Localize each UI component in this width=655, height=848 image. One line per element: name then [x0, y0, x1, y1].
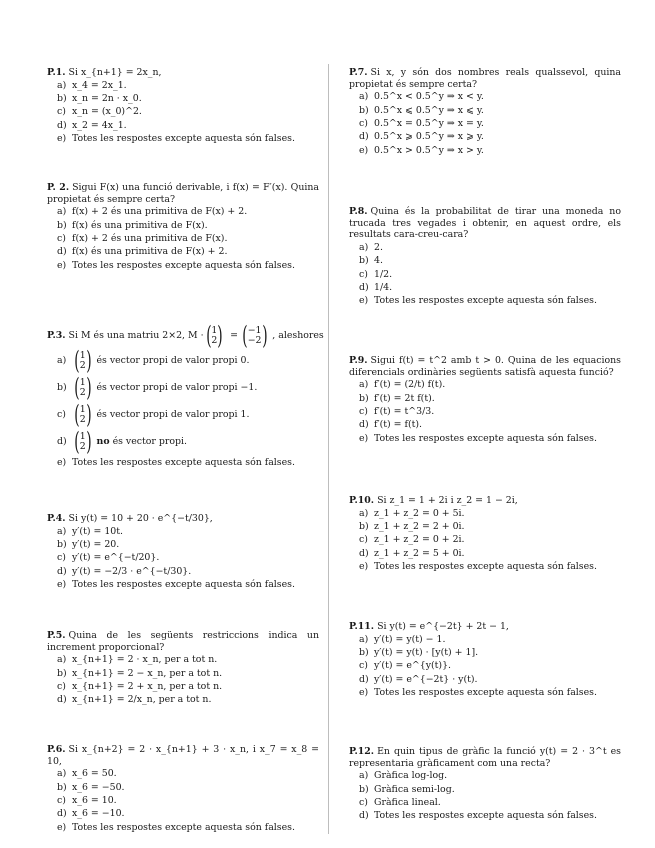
option-label: d): [359, 547, 369, 559]
question-text: [47, 744, 319, 767]
option-list: [349, 508, 621, 573]
vector-entry: 2: [79, 387, 86, 398]
option-label: c): [57, 552, 66, 564]
option-text: y′(t) = e^{−t/20}.: [72, 552, 160, 564]
option-label: c): [57, 232, 66, 244]
option-label: c): [57, 794, 66, 806]
problem-7: [349, 67, 621, 158]
option-text: f(x) + 2 és una primitiva de F(x).: [72, 232, 228, 244]
option-vector: [72, 373, 94, 402]
option-label: a): [57, 206, 67, 218]
option-label: b): [359, 255, 369, 267]
option-label: b): [359, 104, 369, 116]
option-text: y′(t) = −2/3 · e^{−t/30}.: [72, 565, 192, 577]
option-c: [359, 406, 621, 418]
vector-entries: [248, 326, 262, 347]
option-text: x_6 = −50.: [72, 781, 125, 793]
option-text: 1/2.: [374, 268, 393, 280]
vector-entries: [80, 432, 86, 453]
problem-8: [349, 206, 621, 309]
option-a: [359, 242, 621, 254]
problem-10: [349, 495, 621, 575]
option-a: [359, 91, 621, 103]
option-d: [57, 694, 319, 706]
option-c: [57, 106, 319, 118]
option-text: x_{n+1} = 2 · x_n, per a tot n.: [72, 654, 218, 666]
option-e: [57, 822, 319, 834]
right-paren: ): [217, 321, 223, 350]
option-c: [359, 660, 621, 672]
option-list: [47, 346, 319, 469]
option-e: [359, 433, 621, 445]
option-a: [359, 508, 621, 520]
option-text: x_n = (x_0)^2.: [72, 106, 142, 118]
question-text: [349, 206, 621, 241]
option-list: [47, 654, 319, 706]
option-e: [359, 561, 621, 573]
problem-number: P.3.: [47, 330, 66, 342]
option-d: [57, 120, 319, 132]
option-text: f′(t) = 2t f(t).: [374, 392, 435, 404]
option-vector: [72, 400, 94, 429]
option-label: d): [359, 131, 369, 143]
option-label: c): [359, 660, 368, 672]
option-label: d): [359, 419, 369, 431]
option-label: c): [359, 534, 368, 546]
question-body: Si y(t) = e^{−2t} + 2t − 1,: [377, 621, 509, 632]
option-d: [359, 674, 621, 686]
option-text: Totes les respostes excepte aquesta són falses.: [374, 295, 597, 307]
option-label: e): [57, 821, 67, 833]
vector-entry: −2: [247, 335, 262, 346]
problem-number: P.7.: [349, 67, 368, 78]
question-equals: =: [230, 330, 238, 342]
option-text: z_1 + z_2 = 5 + 0i.: [374, 547, 465, 559]
problem-number: P.9.: [349, 355, 368, 366]
option-label: a): [57, 654, 67, 666]
question-text: [349, 495, 621, 507]
option-label: d): [57, 119, 67, 131]
option-a: [57, 346, 319, 375]
option-text: 0.5^x = 0.5^y ⇒ x = y.: [374, 117, 484, 129]
option-b: [57, 782, 319, 794]
problem-number: P.6.: [47, 744, 66, 755]
option-label: c): [359, 117, 368, 129]
question-text: [47, 67, 319, 79]
option-label: a): [359, 770, 369, 782]
option-a: [57, 526, 319, 538]
option-label: d): [359, 673, 369, 685]
option-b: [359, 521, 621, 533]
left-paren: (: [74, 346, 80, 375]
option-a: [57, 206, 319, 218]
vector-entry: 2: [211, 335, 218, 346]
question-body: Sigui F(x) una funció derivable, i f(x) = F′(x). Quina propietat és sempre certa?: [47, 182, 319, 205]
problem-number: P.5.: [47, 630, 66, 641]
option-text: Gràfica lineal.: [374, 796, 441, 808]
right-paren: ): [261, 321, 268, 350]
question-text: [349, 621, 621, 633]
option-label: e): [57, 579, 67, 591]
option-vector: [72, 427, 94, 456]
right-paren: ): [85, 373, 92, 402]
option-label: d): [57, 436, 67, 448]
option-label: a): [359, 633, 369, 645]
option-text: Totes les respostes excepte aquesta són falses.: [72, 579, 295, 591]
option-e: [57, 260, 319, 272]
option-b: [57, 220, 319, 232]
option-label: b): [57, 219, 67, 231]
left-paren: (: [205, 321, 212, 350]
problem-number: P.11.: [349, 621, 375, 632]
question-body: Si x_{n+1} = 2x_n,: [68, 67, 162, 78]
vector-entry: 2: [79, 360, 86, 371]
option-c: [57, 795, 319, 807]
option-text: 0.5^x < 0.5^y ⇒ x < y.: [374, 91, 484, 103]
problem-1: [47, 67, 319, 147]
question-body: Si y(t) = 10 + 20 · e^{−t/30},: [68, 513, 213, 524]
option-text: z_1 + z_2 = 2 + 0i.: [374, 520, 465, 532]
option-label: b): [359, 520, 369, 532]
problem-11: [349, 621, 621, 701]
option-text: x_6 = −10.: [72, 808, 125, 820]
option-list: [47, 80, 319, 145]
option-list: [349, 379, 621, 444]
vector-entry: 2: [79, 441, 86, 452]
option-label: a): [359, 91, 369, 103]
option-text: Totes les respostes excepte aquesta són falses.: [374, 687, 597, 699]
option-text: és vector propi.: [112, 436, 187, 448]
option-label: e): [359, 295, 369, 307]
question-text: [349, 67, 621, 90]
option-text: x_2 = 4x_1.: [72, 119, 127, 131]
option-text: Totes les respostes excepte aquesta són falses.: [72, 259, 295, 271]
option-label: b): [359, 392, 369, 404]
question-vector-2: [240, 321, 269, 350]
option-text: Gràfica log-log.: [374, 770, 448, 782]
question-suffix: , aleshores: [272, 330, 324, 342]
option-label: a): [57, 768, 67, 780]
option-list: [349, 242, 621, 307]
left-paren: (: [242, 321, 248, 350]
option-d: [57, 246, 319, 258]
problem-number: P.4.: [47, 513, 66, 524]
option-label: b): [57, 92, 67, 104]
option-label: a): [359, 241, 369, 253]
option-text: f′(t) = f(t).: [374, 419, 423, 431]
option-b: [57, 539, 319, 551]
option-d: [57, 566, 319, 578]
option-a: [359, 379, 621, 391]
option-text: z_1 + z_2 = 0 + 5i.: [374, 507, 465, 519]
left-paren: (: [74, 400, 80, 429]
option-list: [349, 634, 621, 699]
problem-12: [349, 746, 621, 824]
option-e: [57, 579, 319, 591]
option-text: y′(t) = e^{y(t)}.: [374, 660, 452, 672]
option-b: [359, 784, 621, 796]
option-e: [359, 145, 621, 157]
vector-entries: [80, 351, 86, 372]
option-list: [47, 206, 319, 271]
option-b: [359, 105, 621, 117]
problem-3: [47, 321, 324, 470]
option-a: [57, 768, 319, 780]
problem-4: [47, 513, 319, 593]
option-c: [359, 269, 621, 281]
question-body: Si z_1 = 1 + 2i i z_2 = 1 − 2i,: [377, 495, 518, 506]
option-label: b): [359, 646, 369, 658]
option-label: b): [359, 783, 369, 795]
option-text: f(x) + 2 és una primitiva de F(x) + 2.: [72, 206, 248, 218]
option-c: [57, 552, 319, 564]
option-label: e): [57, 457, 67, 468]
option-vector: [72, 346, 94, 375]
right-paren: ): [85, 400, 92, 429]
option-label: d): [57, 694, 67, 706]
option-text: Totes les respostes excepte aquesta són falses.: [72, 821, 295, 833]
question-body: Quina de les següents restriccions indica un increment proporcional?: [47, 630, 319, 653]
option-label: a): [57, 355, 67, 367]
right-paren: ): [85, 346, 92, 375]
option-text: f(x) és una primitiva de F(x) + 2.: [72, 246, 228, 258]
vector-entry: 1: [79, 376, 86, 388]
option-label: c): [57, 409, 66, 421]
option-label: c): [57, 680, 66, 692]
vector-entries: [80, 405, 86, 426]
option-text: x_4 = 2x_1.: [72, 79, 127, 91]
option-text: és vector propi de valor propi −1.: [96, 382, 258, 394]
option-text: x_n = 2n · x_0.: [72, 92, 142, 104]
option-emphasis: no: [96, 436, 110, 448]
option-text: Totes les respostes excepte aquesta són falses.: [374, 432, 597, 444]
option-text: és vector propi de valor propi 1.: [96, 409, 250, 421]
question-body: Sigui f(t) = t^2 amb t > 0. Quina de les equacions diferencials ordinàries següents satisfà aquesta funció?: [349, 355, 621, 378]
question-body: Si x, y són dos nombres reals qualssevol, quina propietat és sempre certa?: [349, 67, 621, 90]
problem-number: P. 2.: [47, 182, 70, 193]
question-prefix: Si M és una matriu 2×2, M ·: [68, 330, 204, 342]
problem-6: [47, 744, 319, 835]
problem-number: P.8.: [349, 206, 368, 217]
question-text: [47, 182, 319, 205]
option-label: b): [57, 382, 67, 394]
question-body: Quina és la probabilitat de tirar una moneda no trucada tres vegades i obtenir, en aquest ordre, els resultats cara-creu-cara?: [349, 206, 621, 241]
option-list: [349, 91, 621, 156]
option-list: [349, 770, 621, 822]
vector-entry: −1: [247, 324, 262, 336]
option-a: [57, 654, 319, 666]
vector-entries: [80, 378, 86, 399]
option-label: d): [57, 246, 67, 258]
vector-entry: 1: [79, 349, 86, 361]
option-e: [57, 133, 319, 145]
option-text: y′(t) = y(t) · [y(t) + 1].: [374, 646, 479, 658]
option-d: [57, 808, 319, 820]
option-d: [359, 131, 621, 143]
option-label: c): [57, 106, 66, 118]
vector-entry: 1: [79, 403, 86, 415]
question-text: [47, 630, 319, 653]
option-label: e): [359, 687, 369, 699]
option-label: d): [57, 565, 67, 577]
option-c: [359, 118, 621, 130]
left-paren: (: [74, 373, 80, 402]
option-label: a): [57, 79, 67, 91]
option-c: [57, 400, 319, 429]
option-label: e): [57, 259, 67, 271]
option-text: Totes les respostes excepte aquesta són falses.: [374, 561, 597, 573]
option-c: [359, 534, 621, 546]
option-text: és vector propi de valor propi 0.: [96, 355, 250, 367]
problem-5: [47, 630, 319, 708]
option-d: [57, 427, 319, 456]
option-label: d): [359, 281, 369, 293]
option-text: y′(t) = e^{−2t} · y(t).: [374, 673, 478, 685]
vector-entry: 1: [211, 324, 218, 336]
option-text: 4.: [374, 255, 383, 267]
option-label: b): [57, 781, 67, 793]
option-text: 0.5^x > 0.5^y ⇒ x > y.: [374, 144, 484, 156]
option-label: e): [359, 144, 369, 156]
option-label: a): [57, 525, 67, 537]
option-text: y′(t) = 10t.: [72, 525, 123, 537]
option-text: y′(t) = y(t) − 1.: [374, 633, 446, 645]
option-text: 0.5^x ⩽ 0.5^y ⇒ x ⩽ y.: [374, 104, 484, 116]
option-text: y′(t) = 20.: [72, 538, 120, 550]
option-text: Totes les respostes excepte aquesta són falses.: [72, 457, 295, 468]
option-b: [359, 393, 621, 405]
option-text: Gràfica semi-log.: [374, 783, 455, 795]
problem-number: P.10.: [349, 495, 375, 506]
option-label: d): [359, 810, 369, 822]
question-vector-1: [204, 321, 226, 350]
option-text: 1/4.: [374, 281, 393, 293]
option-d: [359, 419, 621, 431]
option-e: [359, 687, 621, 699]
option-text: Totes les respostes excepte aquesta són falses.: [374, 810, 597, 822]
option-label: a): [359, 379, 369, 391]
option-e: [57, 457, 319, 469]
question-body: Si x_{n+2} = 2 · x_{n+1} + 3 · x_n, i x_7 = x_8 = 10,: [47, 744, 319, 767]
option-text: x_{n+1} = 2 + x_n, per a tot n.: [72, 680, 223, 692]
option-b: [57, 373, 319, 402]
option-text: x_{n+1} = 2 − x_n, per a tot n.: [72, 667, 223, 679]
option-label: c): [359, 268, 368, 280]
option-label: d): [57, 808, 67, 820]
problem-number: P.12.: [349, 746, 375, 757]
option-c: [57, 233, 319, 245]
question-text: [47, 321, 324, 350]
option-text: f(x) és una primitiva de F(x).: [72, 219, 208, 231]
option-list: [47, 768, 319, 833]
option-a: [359, 634, 621, 646]
vector-entry: 1: [79, 430, 86, 442]
option-list: [47, 526, 319, 591]
option-b: [359, 647, 621, 659]
vector-entry: 2: [79, 414, 86, 425]
question-text: [47, 513, 319, 525]
option-a: [57, 80, 319, 92]
right-paren: ): [85, 427, 92, 456]
left-paren: (: [74, 427, 80, 456]
option-e: [359, 295, 621, 307]
column-divider: [328, 64, 329, 834]
option-label: b): [57, 667, 67, 679]
option-text: x_6 = 50.: [72, 768, 117, 780]
option-d: [359, 810, 621, 822]
option-label: b): [57, 538, 67, 550]
option-text: f′(t) = t^3/3.: [374, 405, 435, 417]
option-label: e): [359, 432, 369, 444]
option-d: [359, 282, 621, 294]
option-b: [57, 93, 319, 105]
problem-9: [349, 355, 621, 446]
option-text: 0.5^x ⩾ 0.5^y ⇒ x ⩾ y.: [374, 131, 484, 143]
option-c: [57, 681, 319, 693]
problem-2: [47, 182, 319, 273]
option-b: [57, 668, 319, 680]
question-body: En quin tipus de gràfic la funció y(t) = 2 · 3^t es representaria gràficament com una recta?: [349, 746, 621, 769]
option-text: Totes les respostes excepte aquesta són falses.: [72, 133, 295, 145]
option-d: [359, 548, 621, 560]
option-label: c): [359, 405, 368, 417]
option-text: x_6 = 10.: [72, 794, 117, 806]
option-text: x_{n+1} = 2/x_n, per a tot n.: [72, 694, 212, 706]
question-text: [349, 355, 621, 378]
option-label: a): [359, 507, 369, 519]
question-text: [349, 746, 621, 769]
option-text: f′(t) = (2/t) f(t).: [374, 379, 446, 391]
option-b: [359, 255, 621, 267]
option-label: e): [359, 561, 369, 573]
option-label: c): [359, 796, 368, 808]
problem-number: P.1.: [47, 67, 66, 78]
option-text: z_1 + z_2 = 0 + 2i.: [374, 534, 465, 546]
option-c: [359, 797, 621, 809]
option-label: e): [57, 133, 67, 145]
option-a: [359, 770, 621, 782]
option-text: 2.: [374, 241, 383, 253]
